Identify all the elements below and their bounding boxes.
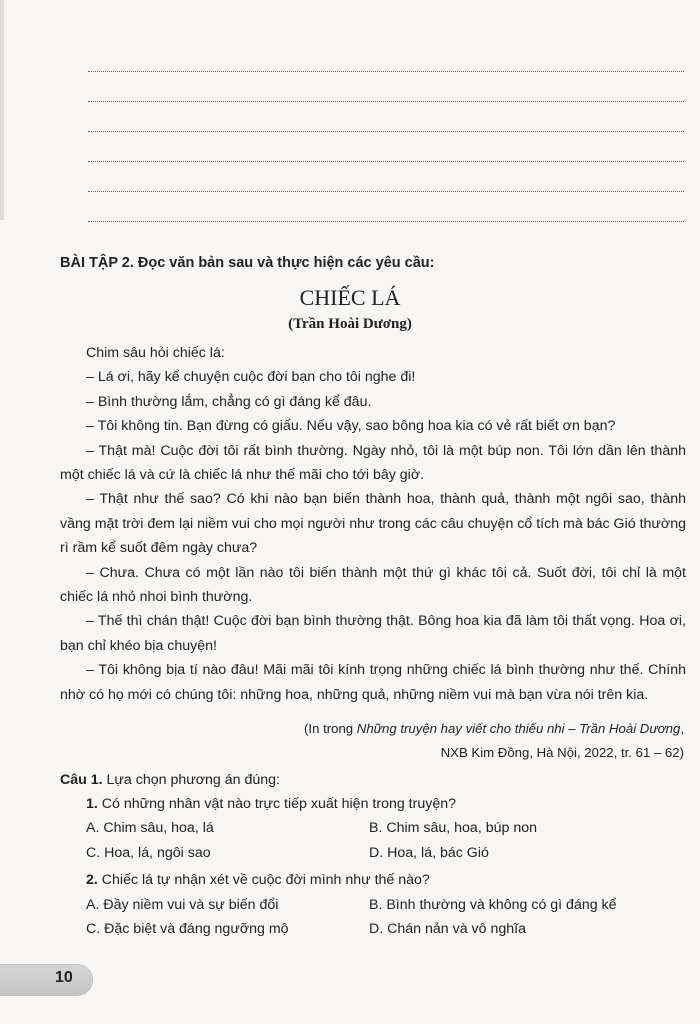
option-a: A. Đầy niềm vui và sự biến đổi	[86, 897, 279, 913]
story-paragraph: – Tôi không bịa tí nào đâu! Mãi mãi tôi kính trọng những chiếc lá bình thường như thế. Chính nhờ có họ mới có chúng tôi: những hoa, những quả, những niềm vui mà bạn vừa nói trên kia.	[60, 662, 686, 703]
exercise-heading	[60, 255, 434, 271]
option-a: A. Chim sâu, hoa, lá	[86, 820, 214, 836]
question-1-label: Câu 1.	[60, 772, 103, 788]
answer-line	[88, 131, 684, 132]
story-source	[84, 717, 684, 765]
sub-question-1	[86, 796, 456, 812]
story-author: (Trần Hoài Dương)	[288, 316, 412, 332]
question-1-title	[60, 772, 280, 788]
story-paragraph: – Thế thì chán thật! Cuộc đời bạn bình thường thật. Bông hoa kia đã làm tôi thất vọng. Hoa ơi, bạn chỉ khéo bịa chuyện!	[60, 613, 686, 654]
story-paragraph: – Lá ơi, hãy kể chuyện cuộc đời bạn cho tôi nghe đi!	[86, 369, 416, 386]
exercise-heading-prefix: BÀI TẬP 2.	[60, 255, 134, 271]
source-suffix: ,	[680, 721, 684, 736]
answer-line	[88, 71, 684, 72]
story-paragraph: Chim sâu hỏi chiếc lá:	[86, 345, 225, 361]
answer-line	[88, 101, 684, 102]
sub-question-2	[86, 872, 430, 888]
option-b: B. Chim sâu, hoa, búp non	[369, 820, 537, 836]
source-line-1	[84, 717, 684, 741]
answer-line	[88, 221, 684, 222]
option-b: B. Bình thường và không có gì đáng kể	[369, 897, 617, 913]
sub-question-text: Có những nhân vật nào trực tiếp xuất hiện trong truyện?	[101, 796, 456, 812]
option-d: D. Hoa, lá, bác Gió	[369, 845, 489, 861]
source-book-title: Những truyện hay viết cho thiếu nhi – Trần Hoài Dương	[356, 721, 681, 736]
story-paragraph: – Thật mà! Cuộc đời tôi rất bình thường. Ngày nhỏ, tôi là một búp non. Tôi lớn dần lên thành một chiếc lá và cứ là chiếc lá như thế mãi cho tới bây giờ.	[60, 442, 686, 484]
option-c: C. Đặc biệt và đáng ngưỡng mộ	[86, 921, 289, 937]
source-line-2: NXB Kim Đồng, Hà Nội, 2022, tr. 61 – 62)	[440, 745, 684, 760]
story-paragraph: – Bình thường lắm, chẳng có gì đáng kể đâu.	[86, 393, 372, 410]
story-paragraph: – Chưa. Chưa có một lần nào tôi biến thành một thứ gì khác tôi cả. Suốt đời, tôi chỉ là một chiếc lá nhỏ nhoi bình thường.	[60, 564, 686, 606]
story-paragraph: – Tôi không tin. Bạn đừng có giấu. Nếu vậy, sao bông hoa kia có vẻ rất biết ơn bạn?	[86, 418, 616, 435]
question-1-instruction: Lựa chọn phương án đúng:	[106, 772, 280, 788]
answer-line	[88, 161, 684, 162]
exercise-heading-text: Đọc văn bản sau và thực hiện các yêu cầu:	[137, 255, 435, 271]
sub-question-text: Chiếc lá tự nhận xét về cuộc đời mình như thế nào?	[101, 872, 430, 888]
story-body	[60, 341, 686, 707]
answer-line	[88, 191, 684, 192]
page-edge-shadow	[0, 0, 4, 220]
option-c: C. Hoa, lá, ngôi sao	[86, 845, 211, 861]
sub-question-number: 2.	[86, 872, 98, 888]
sub-question-number: 1.	[86, 796, 98, 812]
source-prefix: (In trong	[304, 721, 357, 736]
page-number: 10	[55, 969, 73, 986]
story-paragraph: – Thật như thế sao? Có khi nào bạn biến thành hoa, thành quả, thành một ngôi sao, thành vầng mặt trời đem lại niềm vui cho mọi người như trong các câu chuyện cổ tích mà bác Gió thường rì rầm kể suốt đêm ngày chưa?	[60, 491, 686, 557]
option-d: D. Chán nản và vô nghĩa	[369, 921, 526, 937]
page-number-tab	[0, 965, 92, 995]
story-title: CHIẾC LÁ	[299, 285, 401, 310]
